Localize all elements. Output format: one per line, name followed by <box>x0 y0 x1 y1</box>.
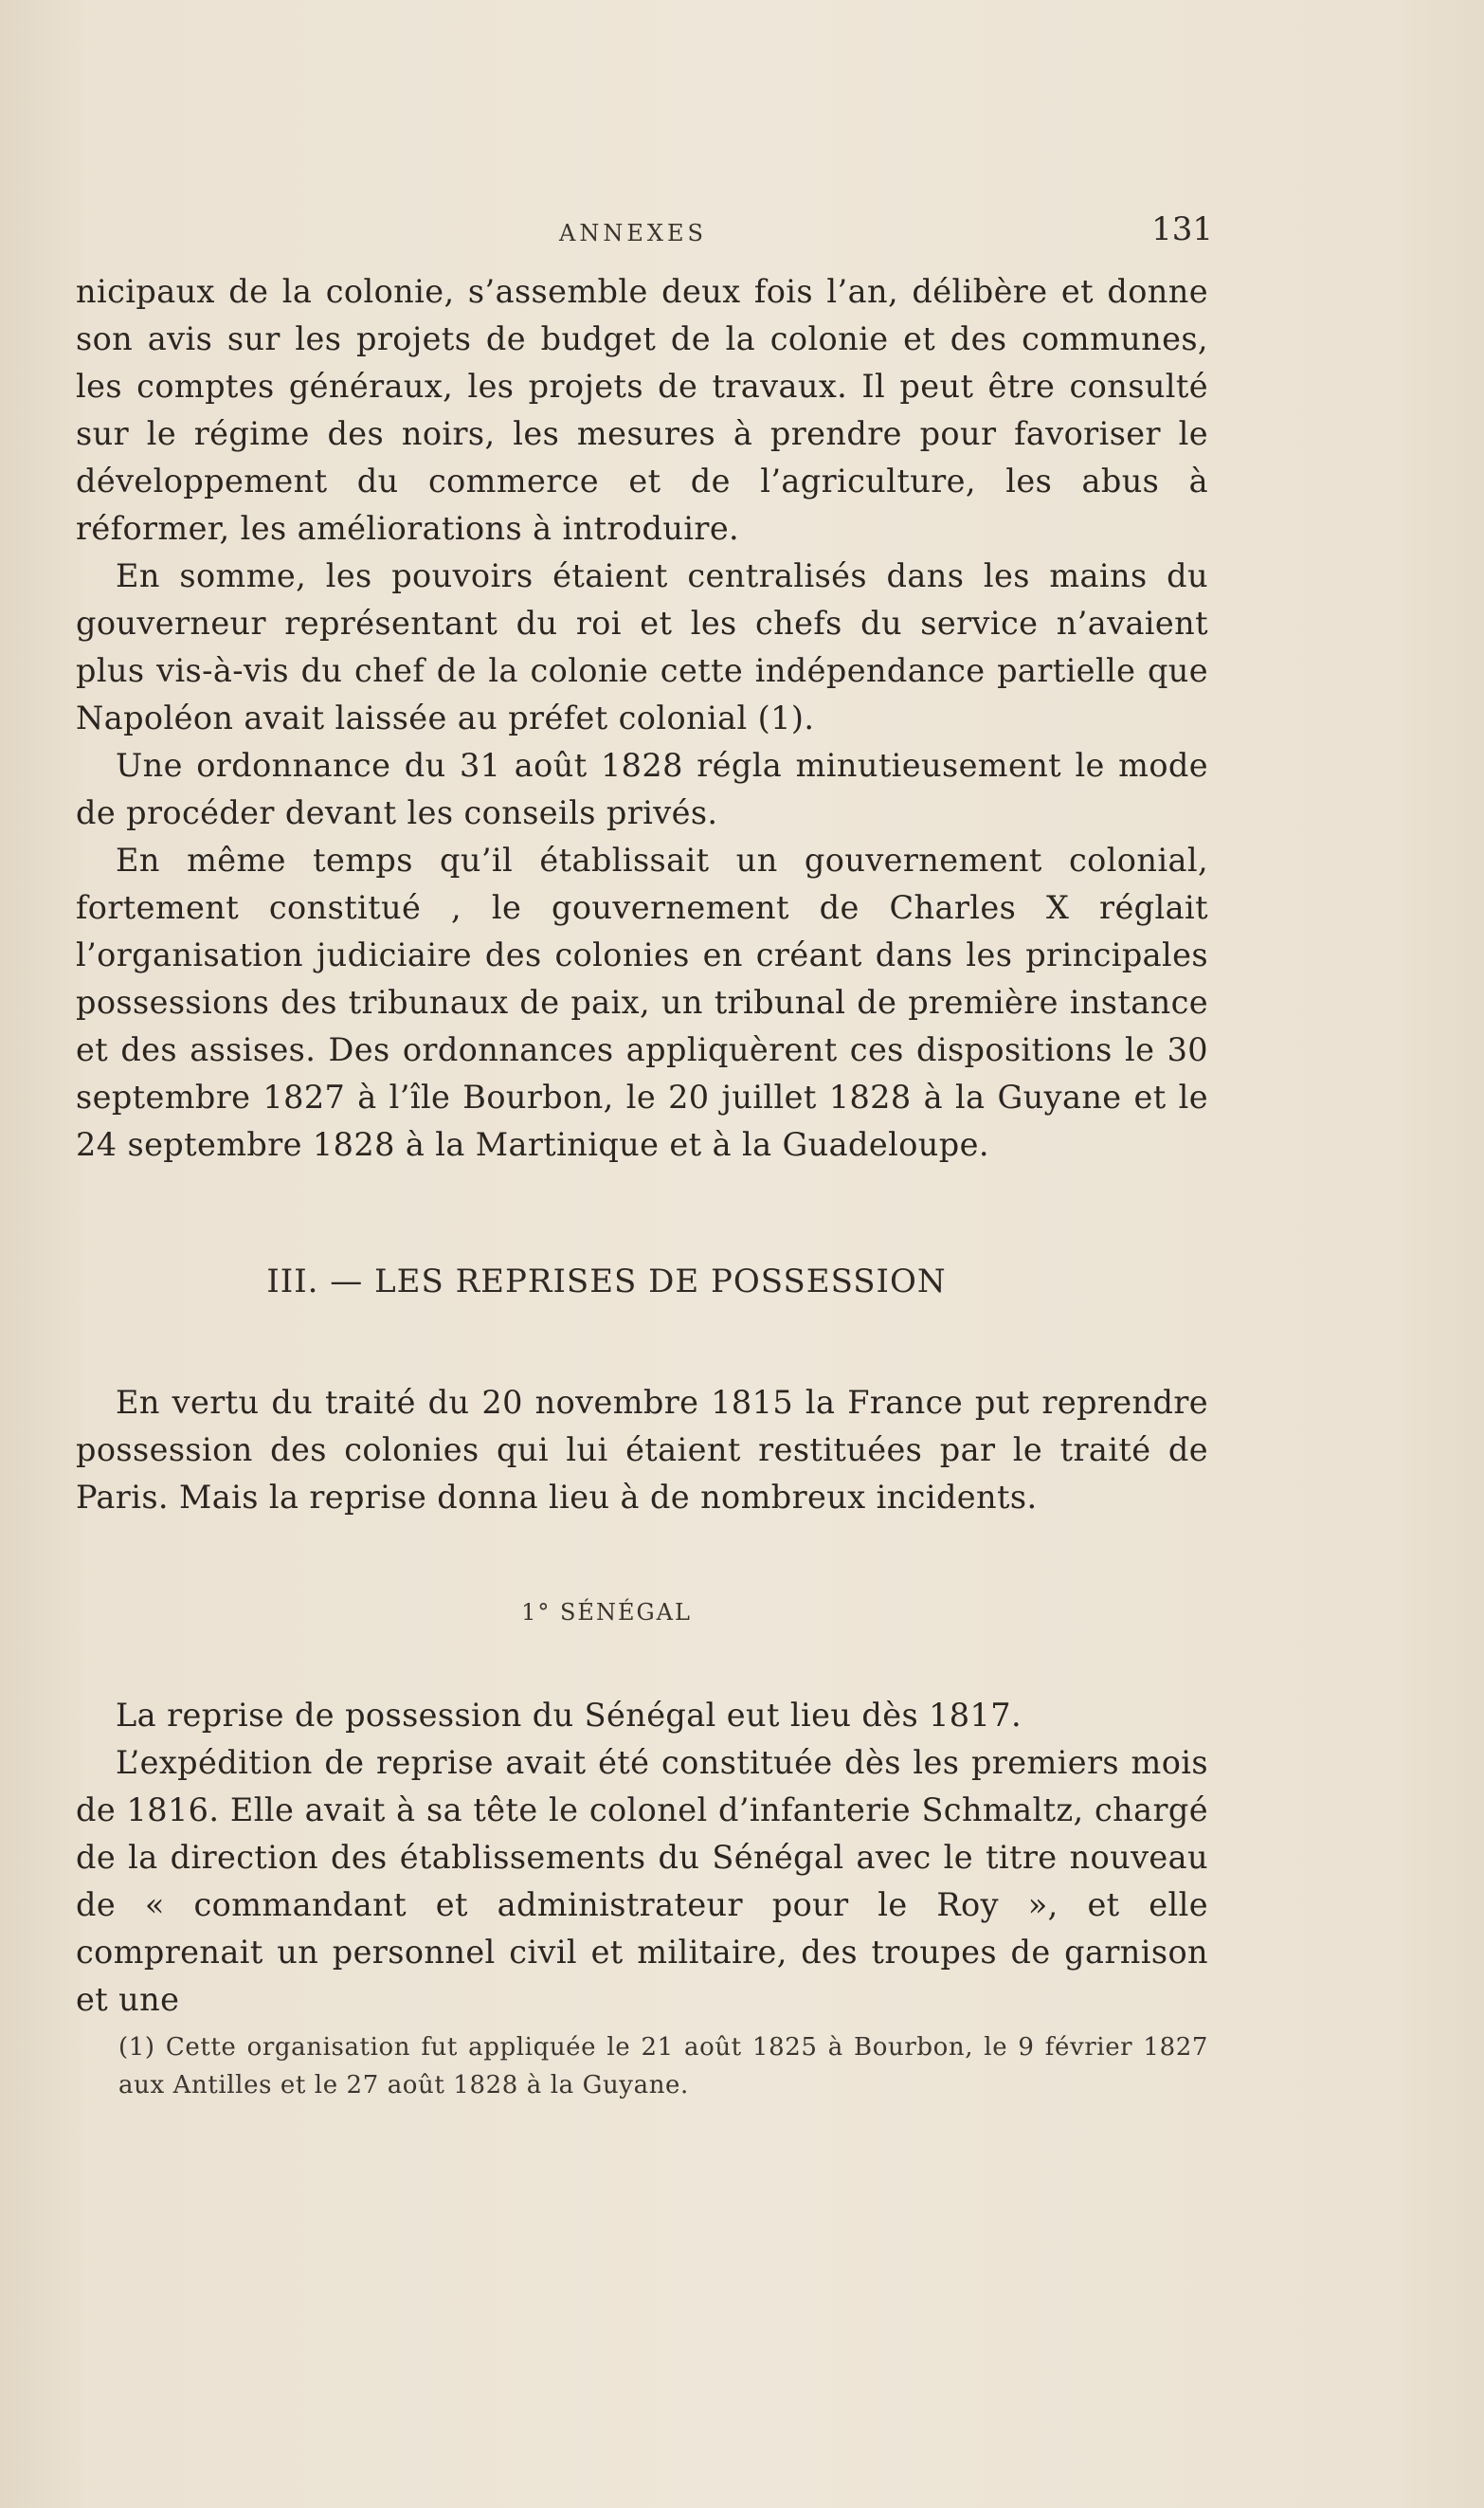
paragraph: La reprise de possession du Sénégal eut lieu dès 1817. <box>116 1697 1023 1734</box>
page-header <box>76 210 1213 248</box>
paragraph: nicipaux de la colonie, s’assemble deux fois l’an, délibère et donne son avis sur les projets de budget de la colonie et des communes, les comptes généraux, les projets de travaux. Il peut être consulté sur le régime des noirs, les mesures à prendre pour favoriser le développement du commerce et de l’agriculture, les abus à réformer, les améliorations à introduire. <box>76 273 1208 547</box>
page-number: 131 <box>1151 210 1213 248</box>
subsection-body <box>76 1692 1208 2024</box>
section-heading: III. — LES REPRISES DE POSSESSION <box>266 1263 947 1300</box>
section-intro <box>76 1379 1208 1521</box>
paragraph: L’expédition de reprise avait été constituée dès les premiers mois de 1816. Elle avait à sa tête le colonel d’infanterie Schmaltz, chargé de la direction des établissements du Sénégal avec le titre nouveau de « commandant et administrateur pour le Roy », et elle comprenait un personnel civil et militaire, des troupes de garnison et une <box>76 1744 1208 2018</box>
paragraph: En vertu du traité du 20 novembre 1815 la France put reprendre possession des colonies qui lui étaient restituées par le traité de Paris. Mais la reprise donna lieu à de nombreux incidents. <box>76 1384 1208 1516</box>
footnotes <box>118 2028 1208 2104</box>
body-text-top <box>76 268 1208 1169</box>
paragraph: Une ordonnance du 31 août 1828 régla minutieusement le mode de procéder devant les conseils privés. <box>76 747 1208 831</box>
running-head: ANNEXES <box>559 220 707 246</box>
paragraph: En même temps qu’il établissait un gouvernement colonial, fortement constitué , le gouvernement de Charles X réglait l’organisation judiciaire des colonies en créant dans les principales possessions des tribunaux de paix, un tribunal de première instance et des assises. Des ordonnances appliquèrent ces dispositions le 30 septembre 1827 à l’île Bourbon, le 20 juillet 1828 à la Guyane et le 24 septembre 1828 à la Martinique et à la Guadeloupe. <box>76 842 1208 1163</box>
paragraph: En somme, les pouvoirs étaient centralisés dans les mains du gouverneur représentant du roi et les chefs du service n’avaient plus vis-à-vis du chef de la colonie cette indépendance partielle que Napoléon avait laissée au préfet colonial (1). <box>76 557 1208 736</box>
subsection-heading: 1° SÉNÉGAL <box>521 1599 692 1626</box>
footnote: (1) Cette organisation fut appliquée le 21 août 1825 à Bourbon, le 9 février 1827 aux Antilles et le 27 août 1828 à la Guyane. <box>118 2033 1208 2099</box>
